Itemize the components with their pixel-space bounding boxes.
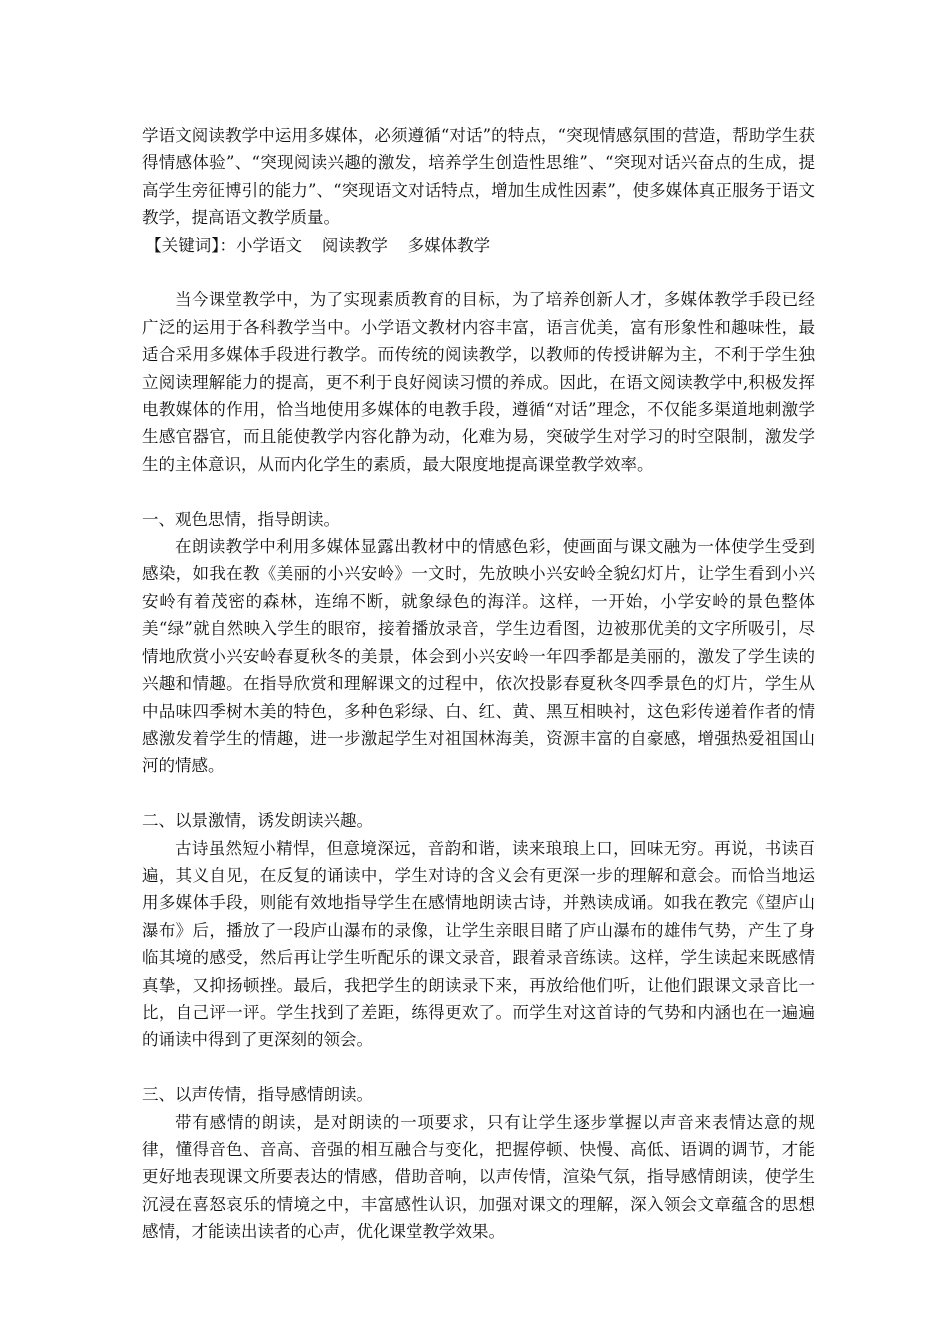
spacer: [142, 478, 815, 505]
spacer: [142, 259, 815, 286]
document-page: [142, 122, 815, 1246]
keywords-line: [142, 232, 815, 259]
keyword-item: 多媒体教学: [407, 235, 491, 255]
section-body: 古诗虽然短小精悍，但意境深远，音韵和谐，读来琅琅上口，回味无穷。再说，书读百遍，其义自见，在反复的诵读中，学生对诗的含义会有更深一步的理解和意会。而恰当地运用多媒体手段，则能有效地指导学生在感情地朗读古诗，并熟读成诵。如我在教完《望庐山瀑布》后，播放了一段庐山瀑布的录像，让学生亲眼目睹了庐山瀑布的雄伟气势，产生了身临其境的感受，然后再让学生听配乐的课文录音，跟着录音练读。这样，学生读起来既感情真挚，又抑扬顿挫。最后，我把学生的朗读录下来，再放给他们听，让他们跟课文录音比一比，自己评一评。学生找到了差距，练得更欢了。而学生对这首诗的气势和内涵也在一遍遍的诵读中得到了更深刻的领会。: [142, 838, 815, 1050]
section-heading: 一、观色思情，指导朗读。: [142, 509, 340, 529]
section-heading: 二、以景激情，诱发朗读兴趣。: [142, 811, 373, 831]
section-body: 在朗读教学中利用多媒体显露出教材中的情感色彩，使画面与课文融为一体使学生受到感染，如我在教《美丽的小兴安岭》一文时，先放映小兴安岭全貌幻灯片，让学生看到小兴安岭有着茂密的森林，连绵不断，就象绿色的海洋。这样，一开始，小学安岭的景色整体美“绿”就自然映入学生的眼帘，接着播放录音，学生边看图，边被那优美的文字所吸引，尽情地欣赏小兴安岭春夏秋冬的美景，体会到小兴安岭一年四季都是美丽的，激发了学生读的兴趣和情趣。在指导欣赏和理解课文的过程中，依次投影春夏秋冬四季景色的灯片，学生从中品味四季树木美的特色，多种色彩绿、白、红、黄、黑互相映衬，这色彩传递着作者的情感激发着学生的情趣，进一步激起学生对祖国林海美，资源丰富的自豪感，增强热爱祖国山河的情感。: [142, 537, 815, 776]
spacer: [142, 1054, 815, 1081]
keywords-label: 【关键词】：: [145, 235, 237, 255]
keyword-item: 小学语文: [236, 235, 303, 255]
abstract-text: 学语文阅读教学中运用多媒体，必须遵循“对话”的特点，“突现情感氛围的营造，帮助学生获得情感体验”、“突现阅读兴趣的激发，培养学生创造性思维”、“突现对话兴奋点的生成，提高学生旁征博引的能力”、“突现语文对话特点，增加生成性因素”，使多媒体真正服务于语文教学，提高语文教学质量。: [142, 126, 815, 228]
keyword-item: 阅读教学: [321, 235, 388, 255]
spacer: [142, 780, 815, 807]
intro-paragraph: 当今课堂教学中，为了实现素质教育的目标，为了培养创新人才，多媒体教学手段已经广泛的运用于各科教学当中。小学语文教材内容丰富，语言优美，富有形象性和趣味性，最适合采用多媒体手段进行教学。而传统的阅读教学，以教师的传授讲解为主，不利于学生独立阅读理解能力的提高，更不利于良好阅读习惯的养成。因此，在语文阅读教学中,积极发挥电教媒体的作用，恰当地使用多媒体的电教手段，遵循“对话”理念，不仅能多渠道地刺激学生感官器官，而且能使教学内容化静为动，化难为易，突破学生对学习的时空限制，激发学生的主体意识，从而内化学生的素质，最大限度地提高课堂教学效率。: [142, 290, 815, 474]
section-heading: 三、以声传情，指导感情朗读。: [142, 1085, 373, 1105]
section-body: 带有感情的朗读，是对朗读的一项要求，只有让学生逐步掌握以声音来表情达意的规律，懂得音色、音高、音强的相互融合与变化，把握停顿、快慢、高低、语调的调节，才能更好地表现课文所要表达的情感，借助音响，以声传情，渲染气氛，指导感情朗读，使学生沉浸在喜怒哀乐的情境之中，丰富感性认识，加强对课文的理解，深入领会文章蕴含的思想感情，才能读出读者的心声，优化课堂教学效果。: [142, 1112, 815, 1242]
